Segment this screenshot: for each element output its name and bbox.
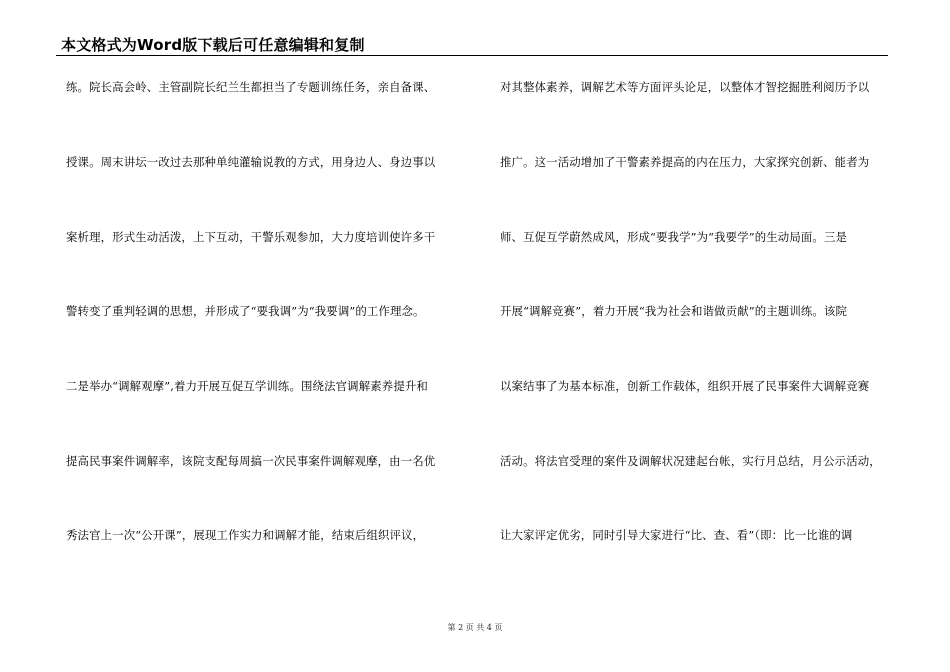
right-line-3: 师、互促互学蔚然成风，形成“要我学”为“我要学”的生动局面。三是 <box>500 230 848 244</box>
page-number-footer: 第 2 页 共 4 页 <box>447 623 503 632</box>
right-line-2: 推广。这一活动增加了干警素养提高的内在压力，大家探究创新、能者为 <box>500 155 870 169</box>
left-line-4: 警转变了重判轻调的思想，并形成了“要我调”为“我要调”的工作理念。 <box>66 304 425 318</box>
right-line-1: 对其整体素养，调解艺术等方面评头论足，以整体才智挖掘胜利阅历予以 <box>500 80 870 94</box>
right-line-4: 开展“调解竞赛”，着力开展“我为社会和谐做贡献”的主题训练。该院 <box>500 304 848 318</box>
left-line-2: 授课。周末讲坛一改过去那种单纯灌输说教的方式，用身边人、身边事以 <box>66 155 436 169</box>
right-line-5: 以案结事了为基本标准，创新工作载体，组织开展了民事案件大调解竞赛 <box>500 379 870 393</box>
header-divider <box>56 55 888 56</box>
left-line-7: 秀法官上一次“公开课”，展现工作实力和调解才能，结束后组织评议， <box>66 528 425 542</box>
right-line-7: 让大家评定优劣，同时引导大家进行“比、查、看”（即：比一比谁的调 <box>500 528 853 542</box>
left-line-1: 练。院长高会岭、主管副院长纪兰生都担当了专题训练任务，亲自备课、 <box>66 80 436 94</box>
left-line-3: 案析理，形式生动活泼，上下互动，干警乐观参加，大力度培训使许多干 <box>66 230 436 244</box>
left-line-5: 二是举办“调解观摩”,着力开展互促互学训练。围绕法官调解素养提升和 <box>66 379 428 393</box>
left-line-6: 提高民事案件调解率，该院支配每周搞一次民事案件调解观摩，由一名优 <box>66 454 436 468</box>
right-line-6: 活动。将法官受理的案件及调解状况建起台帐，实行月总结，月公示活动， <box>500 454 881 468</box>
document-header-title: 本文格式为Word版下载后可任意编辑和复制 <box>61 36 365 54</box>
